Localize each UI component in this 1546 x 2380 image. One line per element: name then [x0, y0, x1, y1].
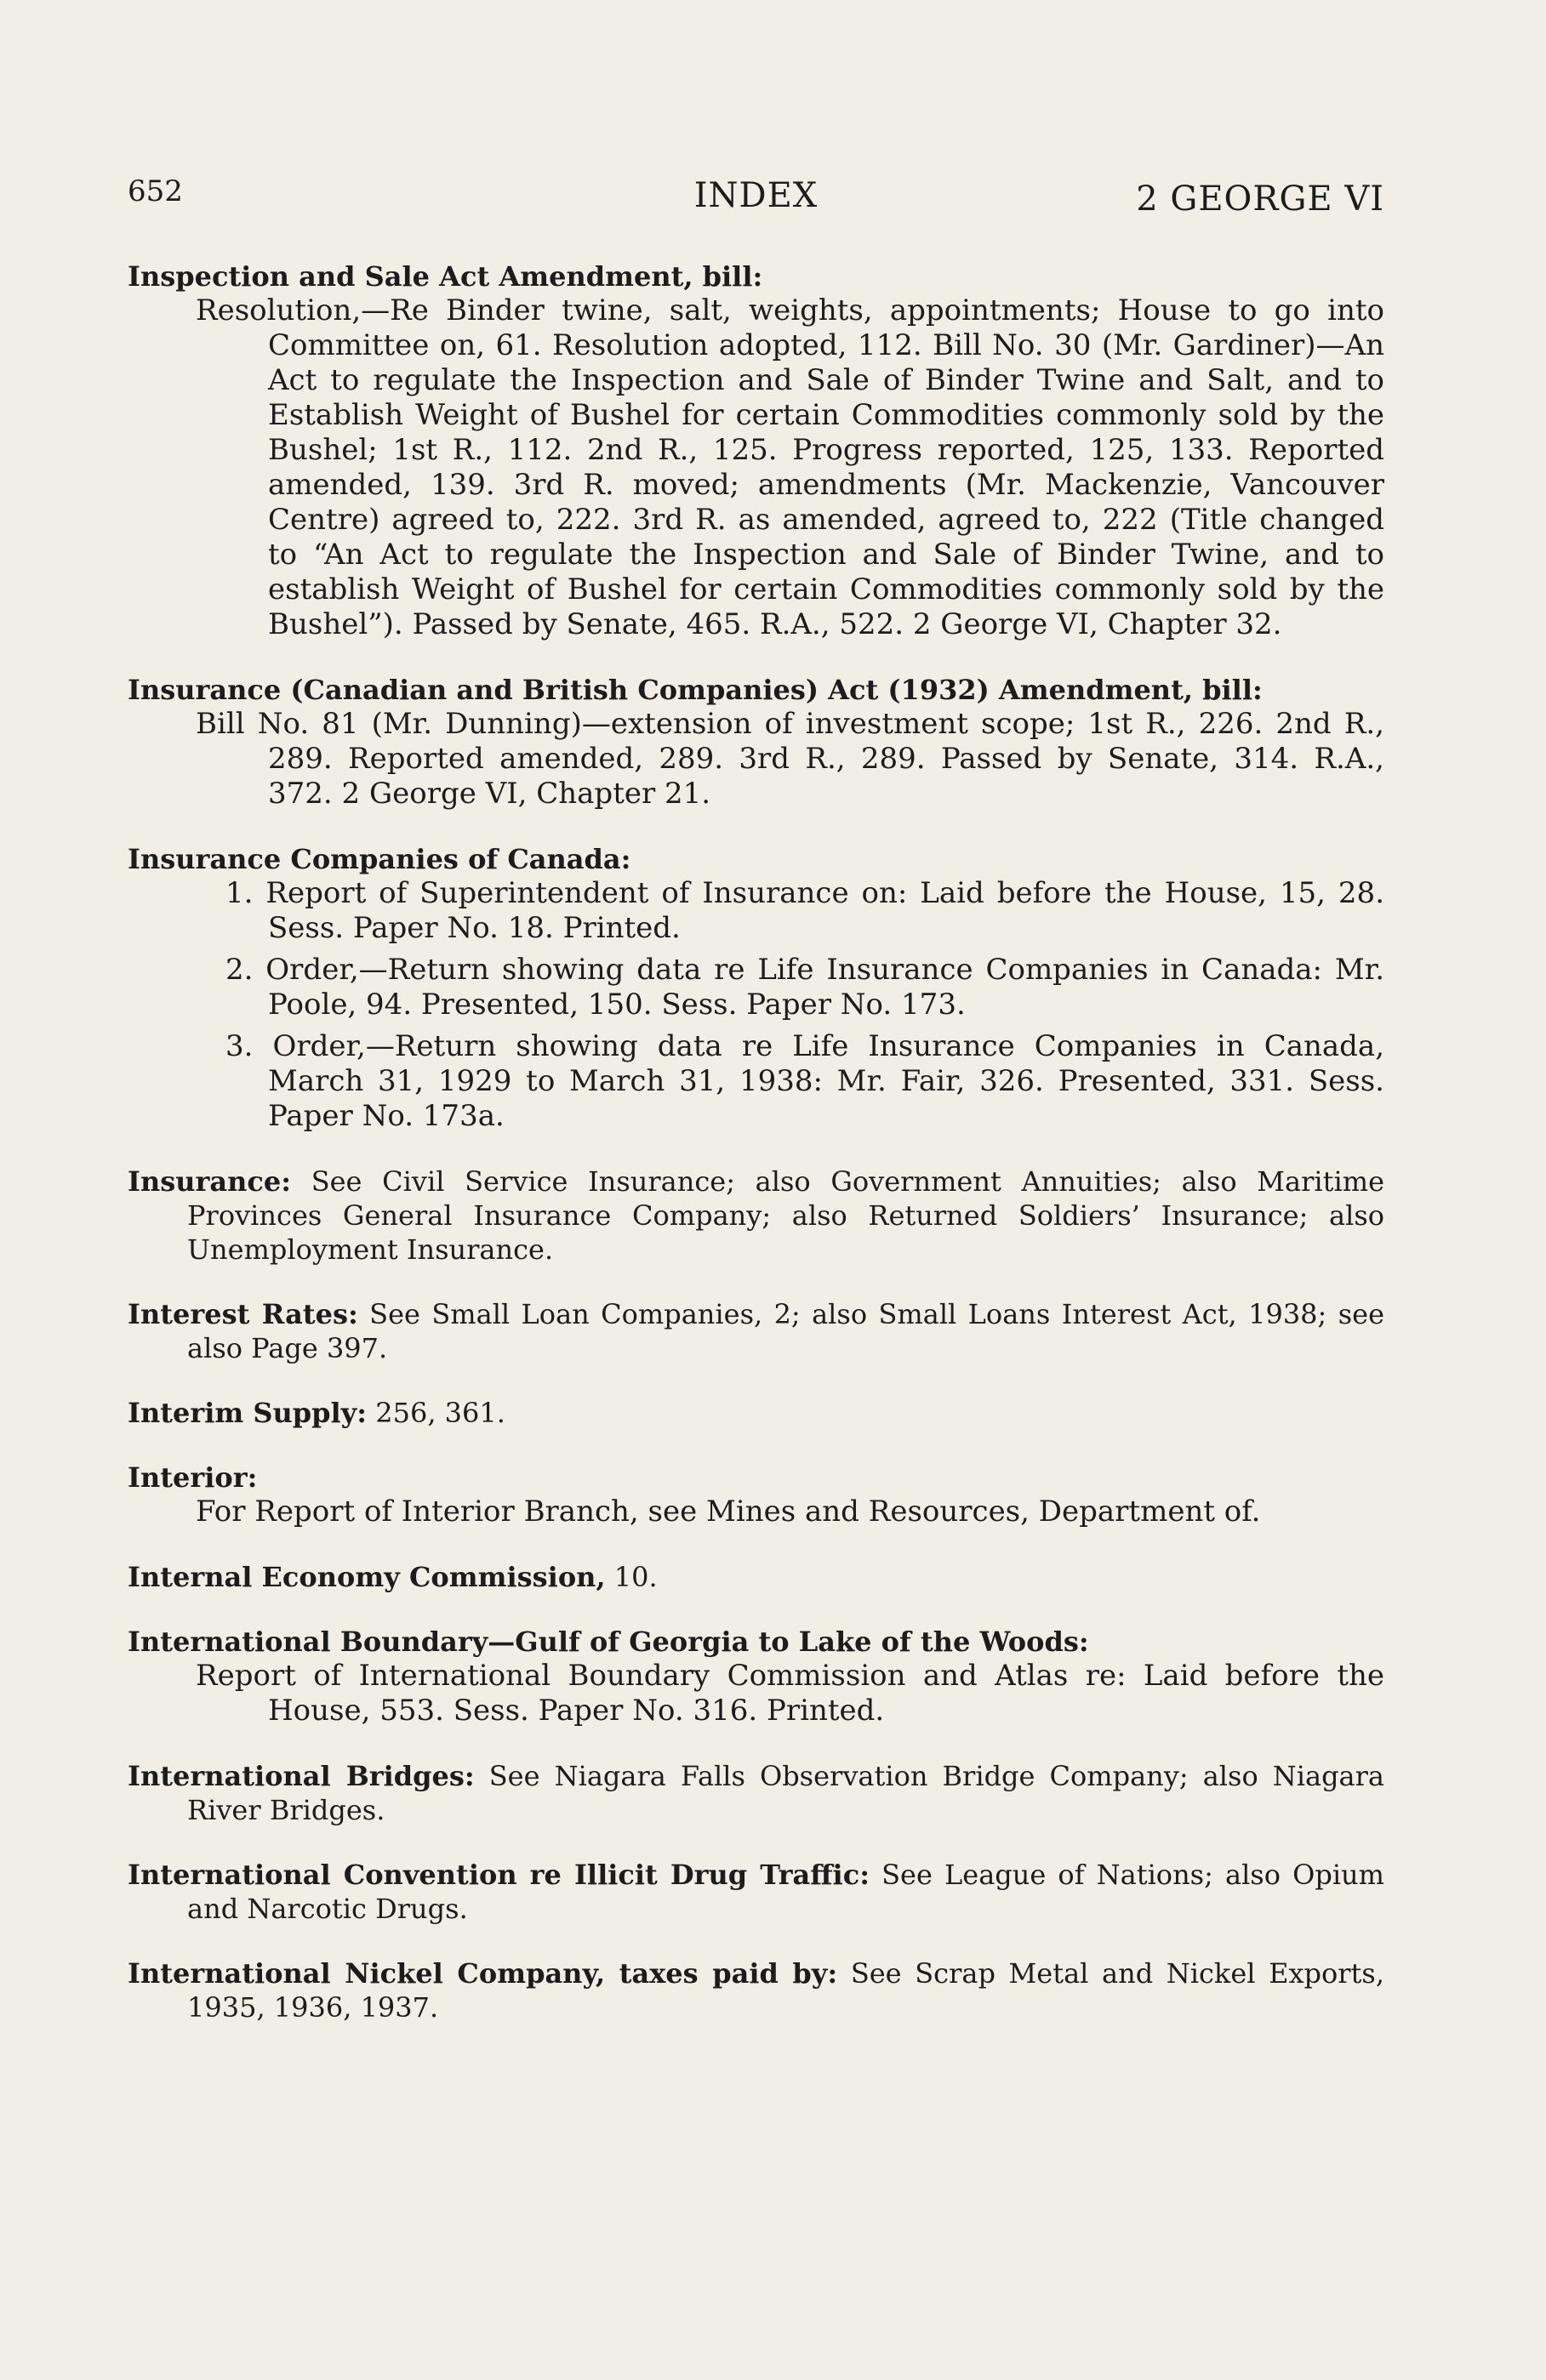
entry-body: Report of International Boundary Commission and Atlas re: Laid before the House, 553. Sess. Paper No. 316. Printed.	[196, 1659, 1384, 1728]
entry-reference: See Scrap Metal and Nickel Exports, 1935, 1936, 1937.	[187, 1957, 1385, 2024]
index-entry	[128, 259, 1384, 642]
index-entry	[128, 1759, 1384, 1827]
entry-heading: Interim Supply:	[128, 1397, 368, 1429]
entry-heading-inline	[128, 1956, 1384, 2024]
header-title: INDEX	[693, 176, 819, 215]
index-entry	[128, 1625, 1384, 1728]
entry-reference: 10.	[605, 1561, 658, 1593]
entry-heading-inline	[128, 1759, 1384, 1827]
entry-body: Bill No. 81 (Mr. Dunning)—extension of investment scope; 1st R., 226. 2nd R., 289. Reported amended, 289. 3rd R., 289. Passed by Senate, 314. R.A., 372. 2 George VI, Chapter 21.	[196, 707, 1384, 811]
header-volume: 2 GEORGE VI	[1136, 179, 1384, 219]
index-entries	[128, 259, 1384, 2055]
entry-items	[128, 876, 1384, 1134]
running-header	[128, 174, 1384, 217]
entry-reference: 256, 361.	[367, 1397, 505, 1429]
entry-reference: See League of Nations; also Opium and Narcotic Drugs.	[187, 1859, 1385, 1925]
entry-heading: International Convention re Illicit Drug Traffic:	[128, 1859, 870, 1891]
entry-heading: International Nickel Company, taxes paid by:	[128, 1957, 838, 1990]
index-entry	[128, 673, 1384, 811]
entry-heading-inline	[128, 1396, 1384, 1430]
entry-heading: Interior:	[128, 1461, 258, 1494]
entry-heading: Inspection and Sale Act Amendment, bill:	[128, 260, 763, 293]
entry-reference: See Small Loan Companies, 2; also Small Loans Interest Act, 1938; see also Page 397.	[187, 1298, 1385, 1364]
index-entry	[128, 1164, 1384, 1267]
entry-heading: International Bridges:	[128, 1760, 475, 1792]
index-entry	[128, 1460, 1384, 1529]
index-entry	[128, 1956, 1384, 2024]
entry-body: For Report of Interior Branch, see Mines and Resources, Department of.	[196, 1495, 1261, 1529]
entry-heading: Interest Rates:	[128, 1298, 358, 1330]
entry-reference: See Niagara Falls Observation Bridge Company; also Niagara River Bridges.	[187, 1760, 1385, 1826]
page-number: 652	[128, 174, 183, 208]
entry-heading-inline	[128, 1560, 1384, 1594]
index-entry	[128, 1858, 1384, 1926]
entry-heading: Insurance Companies of Canada:	[128, 843, 631, 875]
entry-heading-inline	[128, 1858, 1384, 1926]
entry-heading: International Boundary—Gulf of Georgia to Lake of the Woods:	[128, 1626, 1089, 1658]
list-item: 1. Report of Superintendent of Insurance on: Laid before the House, 15, 28. Sess. Paper No. 18. Printed.	[225, 876, 1384, 945]
list-item: 3. Order,—Return showing data re Life Insurance Companies in Canada, March 31, 1929 to March 31, 1938: Mr. Fair, 326. Presented, 331. Sess. Paper No. 173a.	[225, 1029, 1384, 1133]
entry-heading: Insurance:	[128, 1165, 292, 1198]
entry-body: Resolution,—Re Binder twine, salt, weights, appointments; House to go into Committee on, 61. Resolution adopted, 112. Bill No. 30 (Mr. Gardiner)—An Act to regulate the Inspection and Sale of Binder Twine and Salt, and to Establish Weight of Bushel for certain Commodities commonly sold by the Bushel; 1st R., 112. 2nd R., 125. Progress reported, 125, 133. Reported amended, 139. 3rd R. moved; amendments (Mr. Mackenzie, Vancouver Centre) agreed to, 222. 3rd R. as amended, agreed to, 222 (Title changed to “An Act to regulate the Inspection and Sale of Binder Twine, and to establish Weight of Bushel for certain Commodities commonly sold by the Bushel”). Passed by Senate, 465. R.A., 522. 2 George VI, Chapter 32.	[196, 293, 1384, 641]
index-entry	[128, 1297, 1384, 1365]
entry-heading: Insurance (Canadian and British Companies) Act (1932) Amendment, bill:	[128, 674, 1263, 706]
index-entry	[128, 1396, 1384, 1430]
list-item: 2. Order,—Return showing data re Life Insurance Companies in Canada: Mr. Poole, 94. Presented, 150. Sess. Paper No. 173.	[225, 953, 1384, 1022]
index-entry	[128, 842, 1384, 1134]
index-entry	[128, 1560, 1384, 1594]
entry-reference: See Civil Service Insurance; also Government Annuities; also Maritime Provinces General Insurance Company; also Returned Soldiers’ Insurance; also Unemployment Insurance.	[187, 1165, 1384, 1266]
entry-heading: Internal Economy Commission,	[128, 1561, 606, 1593]
entry-heading-inline	[128, 1297, 1384, 1365]
entry-heading-inline	[128, 1164, 1384, 1267]
